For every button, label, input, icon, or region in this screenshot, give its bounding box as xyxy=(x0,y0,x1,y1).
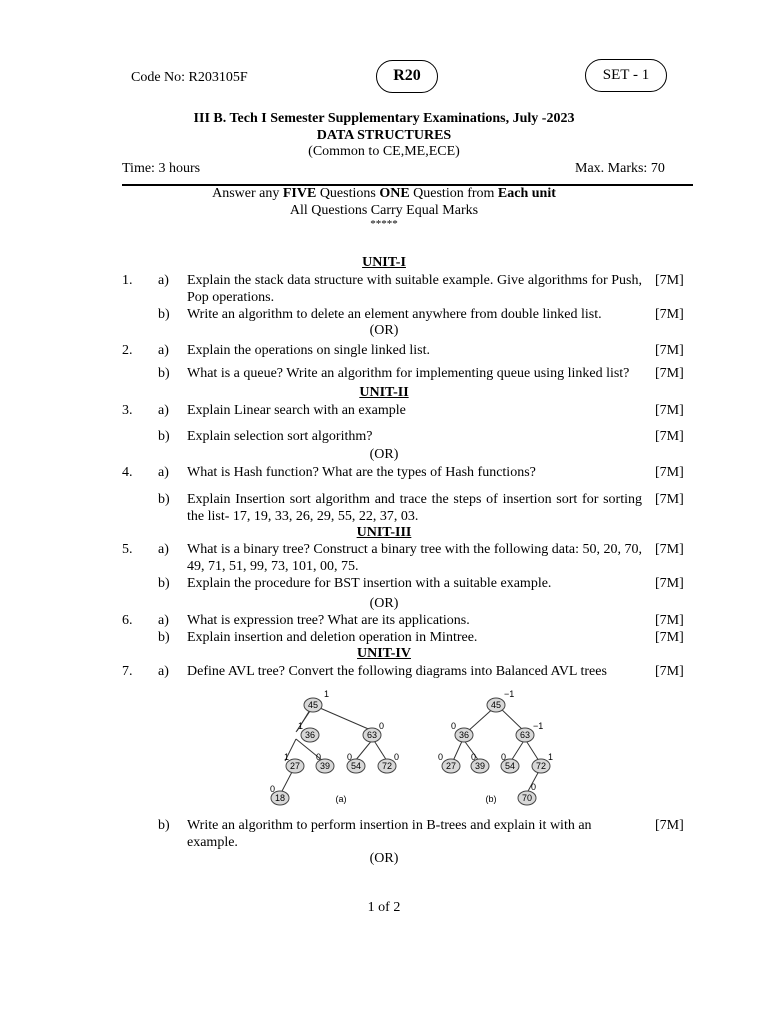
question-marks: [7M] xyxy=(655,576,684,591)
tree-a-balance-factors xyxy=(270,689,399,794)
question-part-label: a) xyxy=(158,273,169,288)
question-text: Explain the procedure for BST insertion with a suitable example. xyxy=(187,576,552,591)
node-label: 27 xyxy=(445,761,457,771)
question-part-label: b) xyxy=(158,492,170,507)
node-label: 18 xyxy=(274,793,286,803)
node-label: 54 xyxy=(350,761,362,771)
unit-1-heading: UNIT-I xyxy=(362,255,406,270)
question-number: 3. xyxy=(122,403,133,418)
node-label: 27 xyxy=(289,761,301,771)
page-number: 1 of 2 xyxy=(367,900,401,915)
subject-title: DATA STRUCTURES xyxy=(316,128,452,143)
question-marks: [7M] xyxy=(655,307,684,322)
node-label: 72 xyxy=(535,761,547,771)
node-label: 45 xyxy=(307,700,319,710)
question-number: 5. xyxy=(122,542,133,557)
question-marks: [7M] xyxy=(655,366,684,381)
or-separator: (OR) xyxy=(369,447,399,462)
tree-a-labels xyxy=(275,700,392,803)
node-label: 39 xyxy=(319,761,331,771)
question-marks: [7M] xyxy=(655,343,684,358)
question-text: What is a binary tree? Construct a binary tree with the following data: 50, 20, 70, 49, 71, 51, 99, 73, 101, 00, 75. xyxy=(187,542,642,574)
tree-a xyxy=(281,705,387,793)
balance-factor: 0 xyxy=(471,752,477,762)
question-marks: [7M] xyxy=(655,273,684,288)
node-label: 54 xyxy=(504,761,516,771)
question-number: 6. xyxy=(122,613,133,628)
question-text: Explain insertion and deletion operation in Mintree. xyxy=(187,630,478,645)
question-part-label: a) xyxy=(158,465,169,480)
question-part-label: a) xyxy=(158,542,169,557)
question-part-label: b) xyxy=(158,630,170,645)
balance-factor: 0 xyxy=(379,721,385,731)
code-number: Code No: R203105F xyxy=(131,70,248,85)
question-text: Explain selection sort algorithm? xyxy=(187,429,373,444)
or-separator: (OR) xyxy=(369,851,399,866)
regulation-badge: R20 xyxy=(376,60,438,93)
question-part-label: a) xyxy=(158,343,169,358)
question-part-label: b) xyxy=(158,366,170,381)
balance-factor: 0 xyxy=(501,752,507,762)
question-part-label: b) xyxy=(158,818,170,833)
question-text: What is Hash function? What are the types of Hash functions? xyxy=(187,465,536,480)
question-text: What is a queue? Write an algorithm for implementing queue using linked list? xyxy=(187,366,630,381)
question-text: Write an algorithm to delete an element anywhere from double linked list. xyxy=(187,307,602,322)
question-text: What is expression tree? What are its applications. xyxy=(187,613,470,628)
tree-a-caption: (a) xyxy=(335,794,347,804)
balance-factor: 0 xyxy=(438,752,444,762)
balance-factor: 0 xyxy=(347,752,353,762)
question-text: Explain Linear search with an example xyxy=(187,403,406,418)
balance-factor: 0 xyxy=(316,752,322,762)
question-number: 1. xyxy=(122,273,133,288)
question-number: 7. xyxy=(122,664,133,679)
balance-factor: 0 xyxy=(394,752,400,762)
avl-tree-figure xyxy=(265,688,565,815)
unit-2-heading: UNIT-II xyxy=(359,385,409,400)
question-text: Write an algorithm to perform insertion in B-trees and explain it with an example. xyxy=(187,818,592,850)
question-part-label: b) xyxy=(158,429,170,444)
question-marks: [7M] xyxy=(655,465,684,480)
node-label: 36 xyxy=(304,730,316,740)
question-number: 4. xyxy=(122,465,133,480)
question-text: Explain the operations on single linked list. xyxy=(187,343,431,358)
question-text: Define AVL tree? Convert the following diagrams into Balanced AVL trees xyxy=(187,664,607,679)
common-to: (Common to CE,ME,ECE) xyxy=(308,144,460,159)
or-separator: (OR) xyxy=(369,323,399,338)
instruction-line-1: Answer any FIVE Questions ONE Question from Each unit xyxy=(212,186,556,201)
unit-4-heading: UNIT-IV xyxy=(357,646,411,661)
node-label: 72 xyxy=(381,761,393,771)
balance-factor: 1 xyxy=(324,689,330,699)
tree-b-caption: (b) xyxy=(485,794,497,804)
balance-factor: 0 xyxy=(451,721,457,731)
question-text: Explain Insertion sort algorithm and trace the steps of insertion sort for sorting the list- 17, 19, 33, 26, 29, 55, 22, 37, 03. xyxy=(187,492,642,524)
question-marks: [7M] xyxy=(655,429,684,444)
question-marks: [7M] xyxy=(655,542,684,557)
question-number: 2. xyxy=(122,343,133,358)
question-marks: [7M] xyxy=(655,403,684,418)
node-label: 39 xyxy=(474,761,486,771)
question-marks: [7M] xyxy=(655,818,684,833)
balance-factor: −1 xyxy=(504,689,515,699)
question-part-label: a) xyxy=(158,403,169,418)
node-label: 45 xyxy=(490,700,502,710)
question-marks: [7M] xyxy=(655,664,684,679)
avl-tree-diagrams xyxy=(265,688,565,810)
instruction-stars: ***** xyxy=(370,218,398,230)
question-part-label: a) xyxy=(158,664,169,679)
balance-factor: −1 xyxy=(533,721,544,731)
tree-b xyxy=(453,705,539,793)
question-marks: [7M] xyxy=(655,492,684,507)
node-label: 36 xyxy=(458,730,470,740)
question-part-label: b) xyxy=(158,307,170,322)
or-separator: (OR) xyxy=(369,596,399,611)
balance-factor: 0 xyxy=(531,782,537,792)
balance-factor: 0 xyxy=(270,784,276,794)
question-marks: [7M] xyxy=(655,630,684,645)
time-allowed: Time: 3 hours xyxy=(122,161,201,176)
exam-title: III B. Tech I Semester Supplementary Examinations, July -2023 xyxy=(193,111,575,126)
node-label: 63 xyxy=(366,730,378,740)
question-marks: [7M] xyxy=(655,613,684,628)
unit-3-heading: UNIT-III xyxy=(356,525,412,540)
balance-factor: 1 xyxy=(548,752,554,762)
balance-factor: 1 xyxy=(284,752,290,762)
max-marks: Max. Marks: 70 xyxy=(575,161,665,176)
question-part-label: a) xyxy=(158,613,169,628)
balance-factor: 1 xyxy=(298,721,304,731)
node-label: 63 xyxy=(519,730,531,740)
question-part-label: b) xyxy=(158,576,170,591)
set-badge: SET - 1 xyxy=(585,59,667,92)
instruction-line-2: All Questions Carry Equal Marks xyxy=(289,203,479,218)
node-label: 70 xyxy=(521,793,533,803)
question-text: Explain the stack data structure with suitable example. Give algorithms for Push, Pop operations. xyxy=(187,273,642,305)
